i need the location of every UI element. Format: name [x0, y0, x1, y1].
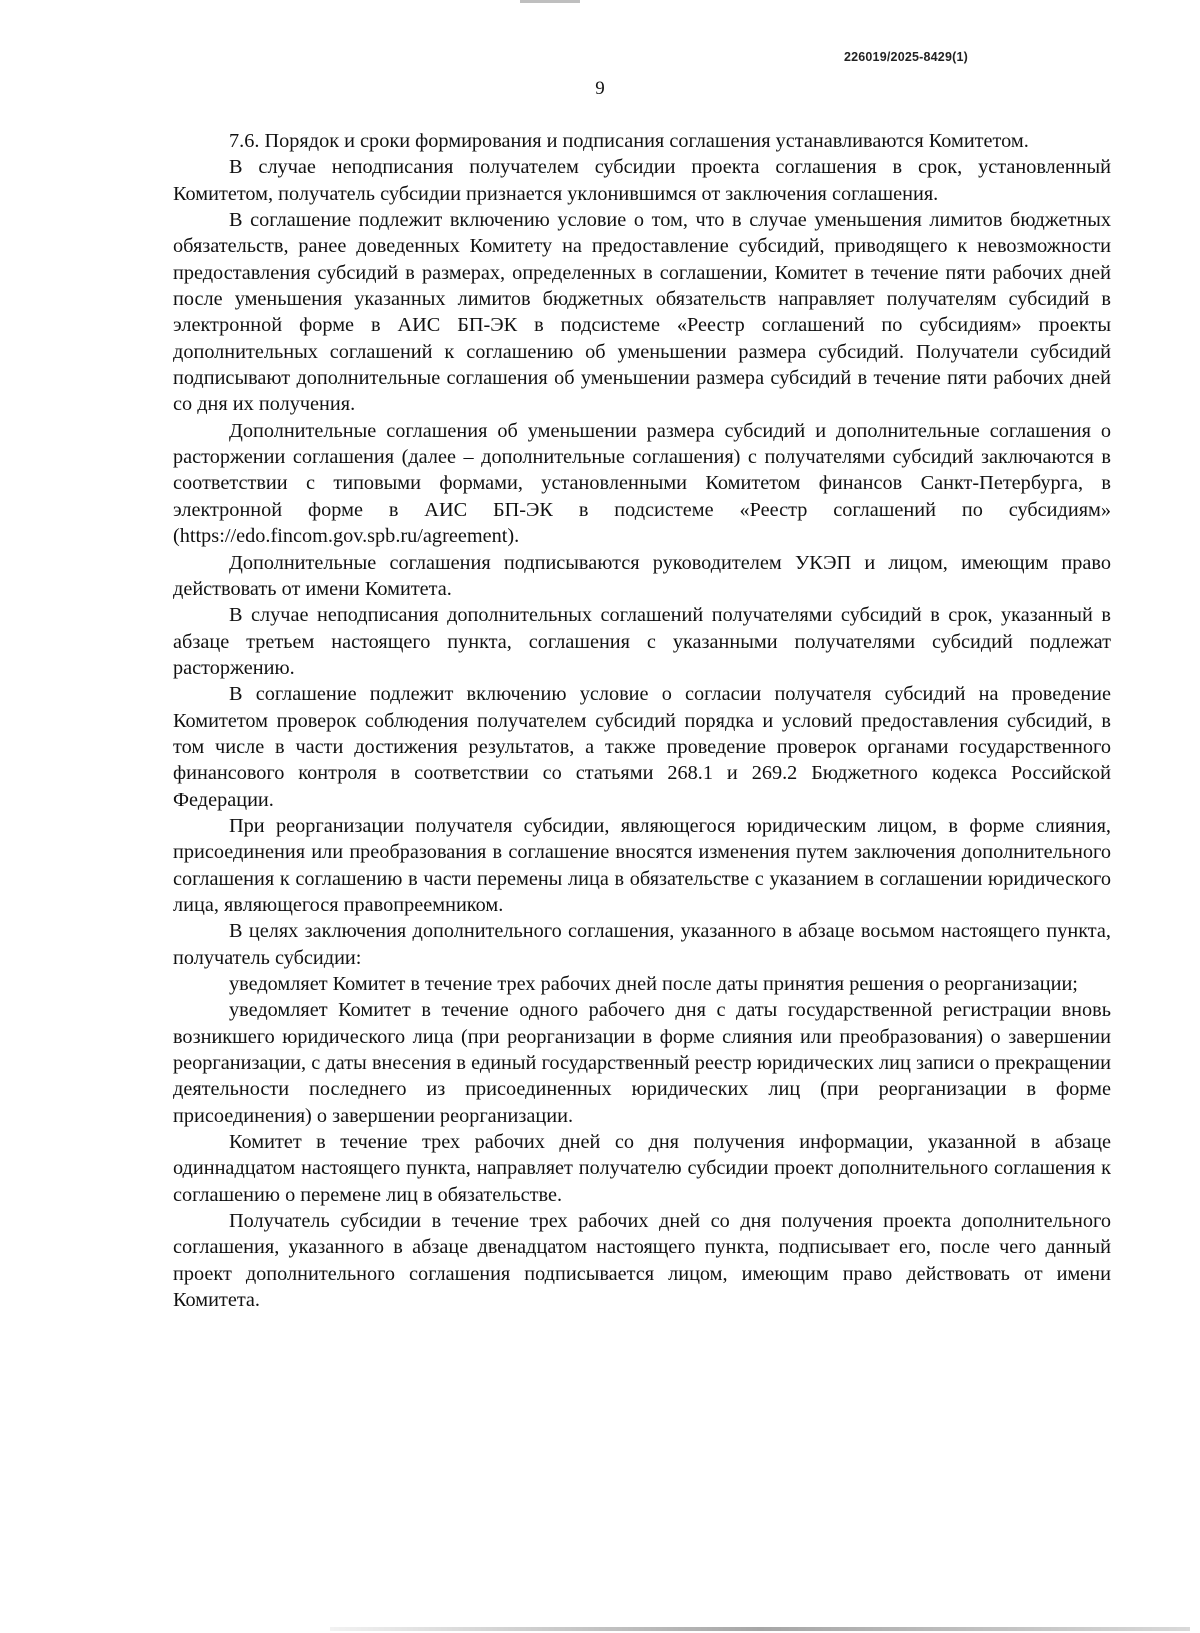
- paragraph-7-6: 7.6. Порядок и сроки формирования и подписания соглашения устанавливаются Комитетом.: [229, 130, 1029, 152]
- paragraph-recipient-signs: Получатель субсидии в течение трех рабочих дней со дня получения проекта дополнительного соглашения, указанного в абзаце двенадцатом настоящего пункта, подписывает его, после чего данный проект дополнительного соглашения подписывается лицом, имеющим право действовать от имени Комитета.: [173, 1210, 1111, 1312]
- document-body: [173, 128, 1111, 1313]
- paragraph-inspections-consent: В соглашение подлежит включению условие о согласии получателя субсидий на проведение Комитетом проверок соблюдения получателем субсидий порядка и условий предоставления субсидий, в том числе в части достижения результатов, а также проведение проверок органами государственного финансового контроля в соответствии со статьями 268.1 и 269.2 Бюджетного кодекса Российской Федерации.: [173, 683, 1111, 811]
- paragraph-unsigned-agreement: В случае неподписания получателем субсидии проекта соглашения в срок, установленный Комитетом, получатель субсидии признается уклонившимся от заключения соглашения.: [173, 156, 1111, 205]
- paragraph-reorganization: При реорганизации получателя субсидии, являющегося юридическим лицом, в форме слияния, присоединения или преобразования в соглашение вносятся изменения путем заключения дополнительного соглашения к соглашению в части перемены лица в обязательстве с указанием в соглашении юридического лица, являющегося правопреемником.: [173, 814, 1111, 916]
- paragraph-additional-agreements: Дополнительные соглашения об уменьшении размера субсидий и дополнительные соглашения о расторжении соглашения (далее – дополнительные соглашения) с получателями субсидий заключаются в соответствии с типовыми формами, установленными Комитетом финансов Санкт-Петербурга, в электронной форме в АИС БП-ЭК в подсистеме «Реестр соглашений по субсидиям» (https://edo.fincom.gov.spb.ru/agreement).: [173, 419, 1111, 548]
- paragraph-notify-completion: уведомляет Комитет в течение одного рабочего дня с даты государственной регистрации вновь возникшего юридического лица (при реорганизации в форме слияния или преобразования) о завершении реорганизации, с даты внесения в единый государственный реестр юридических лиц записи о прекращении деятельности последнего из присоединенных юридических лиц (при реорганизации в форме присоединения) о завершении реорганизации.: [173, 999, 1111, 1127]
- paragraph-termination: В случае неподписания дополнительных соглашений получателями субсидий в срок, указанный в абзаце третьем настоящего пункта, соглашения с указанными получателями субсидий подлежат расторжению.: [173, 604, 1111, 679]
- page-number: 9: [595, 78, 605, 99]
- scan-artifact-bottom-edge: [330, 1627, 1190, 1631]
- scan-artifact-top: [520, 0, 580, 3]
- paragraph-notify-decision: уведомляет Комитет в течение трех рабочих дней после даты принятия решения о реорганизации;: [229, 973, 1078, 995]
- paragraph-committee-sends-draft: Комитет в течение трех рабочих дней со дня получения информации, указанной в абзаце одиннадцатом настоящего пункта, направляет получателю субсидии проект дополнительного соглашения к соглашению о перемене лиц в обязательстве.: [173, 1131, 1111, 1206]
- paragraph-budget-limits: В соглашение подлежит включению условие о том, что в случае уменьшения лимитов бюджетных обязательств, ранее доведенных Комитету на предоставление субсидий, приводящего к невозможности предоставления субсидий в размерах, определенных в соглашении, Комитет в течение пяти рабочих дней после уменьшения указанных лимитов бюджетных обязательств направляет получателям субсидий в электронной форме в АИС БП-ЭК в подсистеме «Реестр соглашений по субсидиям» проекты дополнительных соглашений к соглашению об уменьшении размера субсидий. Получатели субсидий подписывают дополнительные соглашения об уменьшении размера субсидий в течение пяти рабочих дней со дня их получения.: [173, 209, 1111, 416]
- paragraph-reorganization-purpose: В целях заключения дополнительного соглашения, указанного в абзаце восьмом настоящего пункта, получатель субсидии:: [173, 920, 1111, 969]
- document-registration-number: 226019/2025-8429(1): [843, 50, 968, 64]
- paragraph-signing: Дополнительные соглашения подписываются руководителем УКЭП и лицом, имеющим право действовать от имени Комитета.: [173, 551, 1111, 600]
